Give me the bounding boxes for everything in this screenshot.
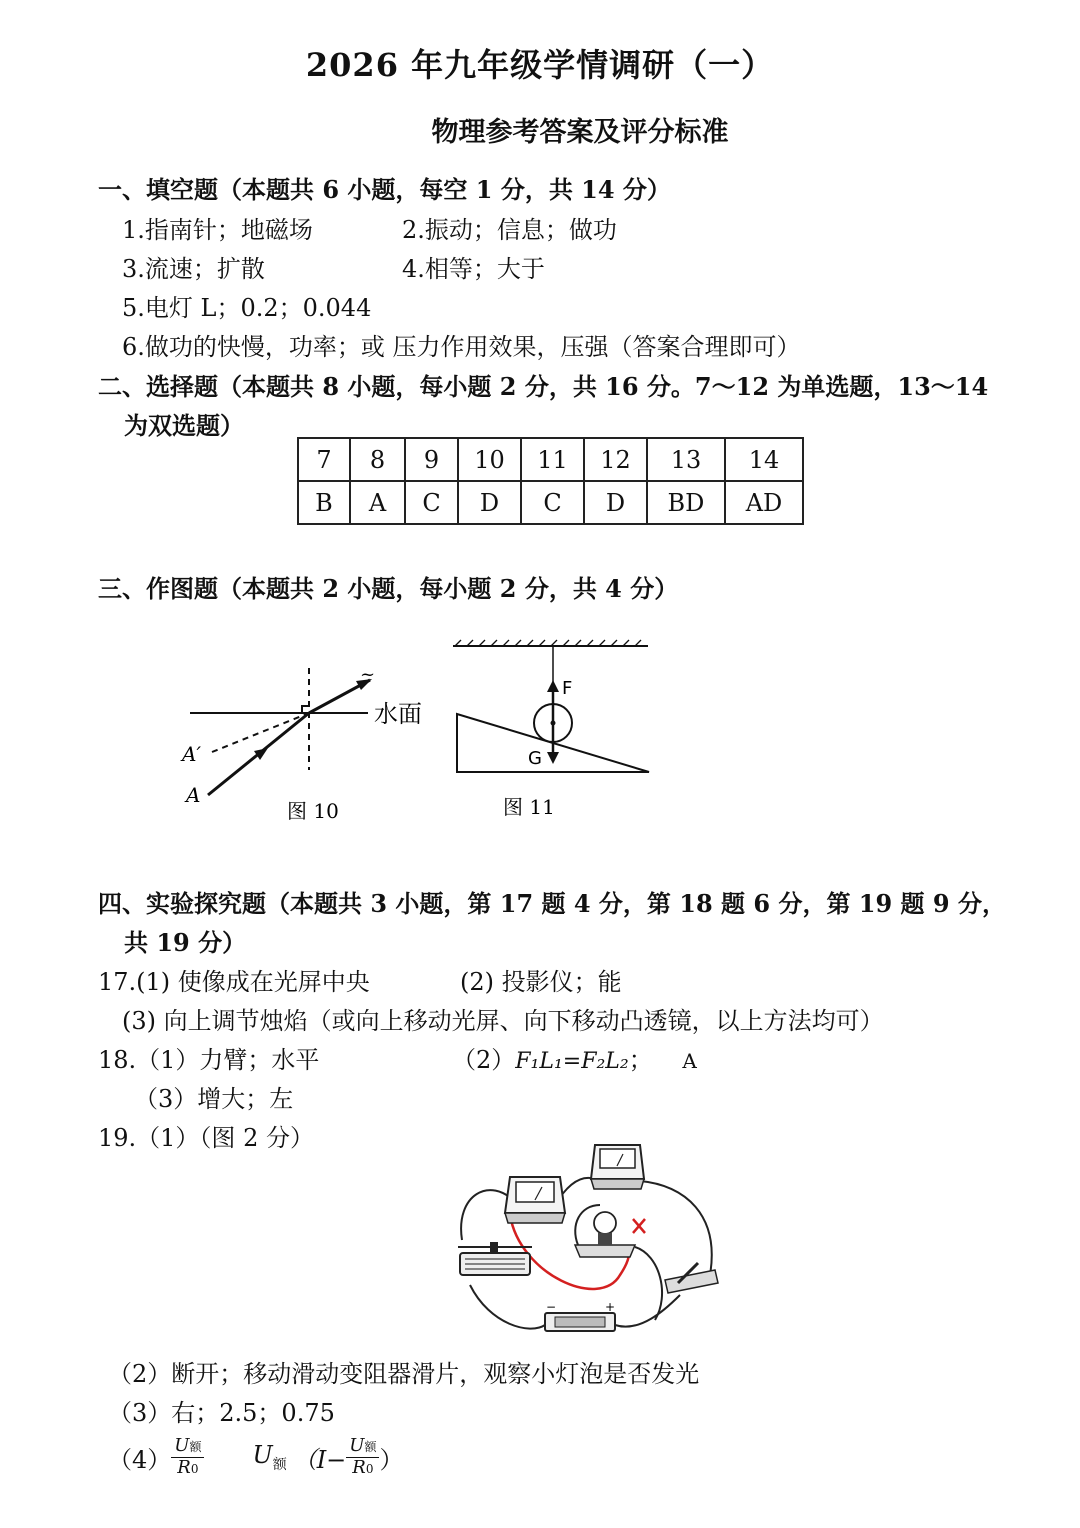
u-subscript: 额 <box>272 1456 287 1473</box>
answer-q17-2: (2) 投影仪；能 <box>460 968 622 996</box>
battery-minus-label: − <box>546 1300 557 1314</box>
answer-q18-3: （3）增大；左 <box>134 1085 294 1113</box>
wire <box>635 1247 662 1320</box>
u-subscript: 额 <box>189 1439 202 1454</box>
answer-q19-4 <box>108 1429 403 1485</box>
r-symbol: R <box>352 1456 366 1478</box>
q18-2-suffix: ； <box>628 1046 653 1074</box>
table-cell: 9 <box>405 438 458 481</box>
r-symbol: R <box>177 1456 191 1478</box>
u-symbol: U <box>252 1440 273 1469</box>
answer-q2: 2.振动；信息；做功 <box>402 216 617 244</box>
u-symbol: U <box>174 1434 190 1456</box>
fraction-u-over-r-second <box>346 1436 379 1479</box>
section2-heading-line2: 为双选题） <box>124 411 244 440</box>
eye-mark: ~ <box>360 664 376 685</box>
table-row-answers <box>298 481 803 524</box>
table-cell: 8 <box>350 438 405 481</box>
answer-q17-1: 17.(1) 使像成在光屏中央 <box>98 968 370 996</box>
water-surface-label: 水面 <box>374 700 422 728</box>
u-symbol: U <box>349 1434 365 1456</box>
table-cell: D <box>584 481 647 524</box>
section2-heading-line1: 二、选择题（本题共 8 小题，每小题 2 分，共 16 分。7～12 为单选题，13～14 <box>98 372 989 401</box>
label-a: A <box>186 783 201 807</box>
table-cell: 11 <box>521 438 584 481</box>
figure-11-caption: 图 11 <box>503 795 555 819</box>
table-cell: C <box>521 481 584 524</box>
rheostat <box>458 1242 532 1275</box>
virtual-image-ray <box>212 713 309 752</box>
r-subscript: 0 <box>365 1461 374 1476</box>
table-row-questions <box>298 438 803 481</box>
figure-11-force-diagram <box>445 630 655 830</box>
answer-q19-3: （3）右；2.5；0.75 <box>108 1399 335 1427</box>
table-cell: B <box>298 481 350 524</box>
answer-q18-2 <box>452 1040 697 1075</box>
label-a-prime: A′ <box>182 742 201 766</box>
meter-left <box>505 1177 565 1223</box>
table-cell: D <box>458 481 521 524</box>
q18-2-answer: A <box>682 1049 697 1073</box>
section4-heading-line2: 共 19 分） <box>124 928 247 957</box>
label-f: F <box>562 678 573 699</box>
meter-right <box>591 1145 644 1189</box>
answer-q6: 6.做功的快慢，功率；或 压力作用效果，压强（答案合理即可） <box>122 333 801 361</box>
answer-q19-1: 19.（1）（图 2 分） <box>98 1124 314 1152</box>
answer-q17-3: (3) 向上调节烛焰（或向上移动光屏、向下移动凸透镜，以上方法均可） <box>122 1007 884 1035</box>
choice-answer-table <box>297 437 804 525</box>
incident-arrow <box>254 748 268 760</box>
figure-10-refraction <box>180 660 440 830</box>
wire <box>470 1285 545 1329</box>
table-cell: 12 <box>584 438 647 481</box>
answer-q4: 4.相等；大于 <box>402 255 545 283</box>
table-cell: 14 <box>725 438 803 481</box>
answer-q19-2: （2）断开；移动滑动变阻器滑片，观察小灯泡是否发光 <box>108 1360 700 1388</box>
table-cell: 13 <box>647 438 725 481</box>
table-cell: AD <box>725 481 803 524</box>
section1-heading: 一、填空题（本题共 6 小题，每空 1 分，共 14 分） <box>98 175 671 204</box>
table-cell: 7 <box>298 438 350 481</box>
q18-2-prefix: （2） <box>452 1046 516 1074</box>
fraction-u-over-r <box>171 1436 204 1479</box>
q18-2-formula: F₁L₁=F₂L₂ <box>515 1049 629 1074</box>
wire <box>615 1295 680 1327</box>
answer-q5: 5.电灯 L；0.2；0.044 <box>122 294 372 322</box>
r-subscript: 0 <box>190 1461 199 1476</box>
i-open: （I− <box>292 1445 347 1474</box>
ball-center <box>551 721 556 726</box>
q19-4-prefix: （4） <box>108 1445 172 1474</box>
section4-heading-line1: 四、实验探究题（本题共 3 小题，第 17 题 4 分，第 18 题 6 分，第 19 题 9 分， <box>98 889 1006 918</box>
answer-q3: 3.流速；扩散 <box>122 255 265 283</box>
circuit-diagram <box>450 1135 730 1345</box>
page-subtitle: 物理参考答案及评分标准 <box>431 117 729 148</box>
answer-q18-1: 18.（1）力臂；水平 <box>98 1046 320 1074</box>
battery-box <box>545 1300 615 1331</box>
page-title: 2026 年九年级学情调研（一） <box>305 46 775 84</box>
table-cell: C <box>405 481 458 524</box>
force-g-arrow <box>547 752 559 764</box>
table-cell: BD <box>647 481 725 524</box>
close-paren: ） <box>379 1445 404 1474</box>
battery-plus-label: + <box>605 1300 616 1314</box>
u-subscript: 额 <box>364 1439 377 1454</box>
wire <box>640 1181 712 1275</box>
answer-q1: 1.指南针；地磁场 <box>122 216 313 244</box>
figure-10-caption: 图 10 <box>287 799 339 823</box>
force-f-arrow <box>547 680 559 692</box>
u-rated-symbol <box>252 1441 286 1474</box>
bulb-holder <box>575 1212 635 1257</box>
section3-heading: 三、作图题（本题共 2 小题，每小题 2 分，共 4 分） <box>98 574 679 603</box>
label-g: G <box>528 748 542 769</box>
table-cell: A <box>350 481 405 524</box>
table-cell: 10 <box>458 438 521 481</box>
